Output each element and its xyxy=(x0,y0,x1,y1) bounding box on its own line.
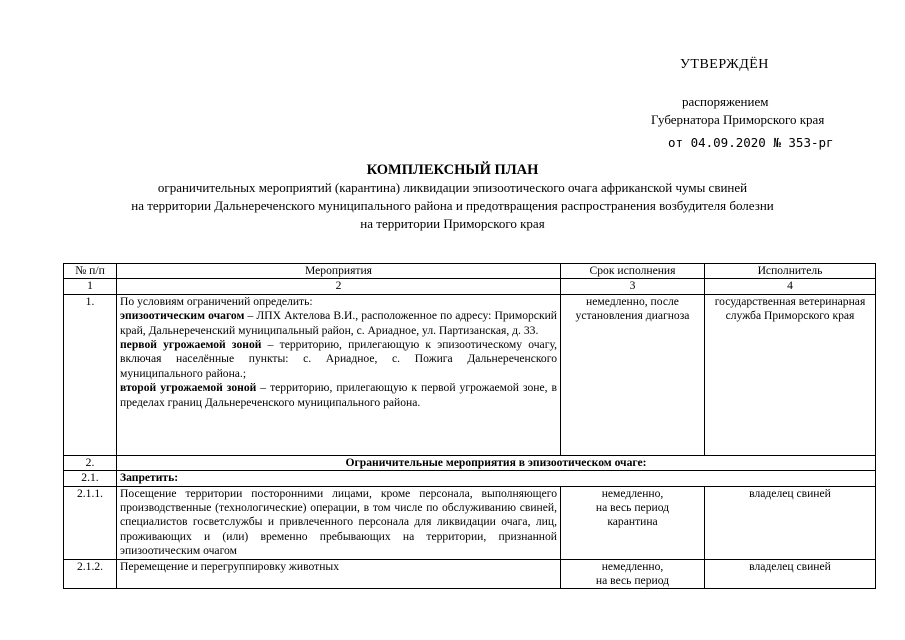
deadline-line: немедленно, xyxy=(601,486,664,500)
row-executor: владелец свиней xyxy=(705,486,876,559)
row-number: 1. xyxy=(64,294,117,455)
approved-heading: УТВЕРЖДЁН xyxy=(680,57,769,72)
table-section-row xyxy=(64,455,876,470)
subsection-title: Запретить: xyxy=(117,471,876,486)
row-deadline xyxy=(561,486,705,559)
column-number: 2 xyxy=(117,279,561,294)
deadline-line: на весь период xyxy=(595,574,670,588)
row-number: 2. xyxy=(64,455,117,470)
table-row xyxy=(64,559,876,589)
header-executor: Исполнитель xyxy=(705,264,876,279)
row-number: 2.1. xyxy=(64,471,117,486)
row-number: 2.1.2. xyxy=(64,559,117,589)
zone2-text: – территорию, прилегающую к первой угрожаемой зоне, в пределах границ Дальнереченского муниципального района. xyxy=(120,381,557,409)
column-number-row xyxy=(64,279,876,294)
header-measures: Мероприятия xyxy=(117,264,561,279)
row-measure xyxy=(117,294,561,455)
table-row xyxy=(64,294,876,455)
row-deadline: немедленно, после установления диагноза xyxy=(561,294,705,455)
row-number: 2.1.1. xyxy=(64,486,117,559)
section-title: Ограничительные мероприятия в эпизоотическом очаге: xyxy=(117,455,876,470)
zone1-term: первой угрожаемой зоной xyxy=(120,338,262,352)
order-number: от 04.09.2020 № 353-рг xyxy=(668,135,834,150)
table-subsection-row xyxy=(64,471,876,486)
measure-zone-2 xyxy=(120,381,557,410)
row-executor: владелец свиней xyxy=(705,559,876,589)
table-row xyxy=(64,486,876,559)
focus-text: – ЛПХ Актелова В.И., расположенное по адресу: Приморский край, Дальнереченский муниципальный район, с. Ариадное, ул. Партизанская, д. 33. xyxy=(120,309,557,337)
zone1-text: – территорию, прилегающую к эпизоотическому очагу, включая населённые пункты: с. Ариадное, с. Пожига Дальнереченского муниципального района.; xyxy=(120,338,557,380)
deadline-line: карантина xyxy=(607,515,658,529)
row-measure: Посещение территории посторонними лицами, кроме персонала, выполняющего производственные (технологические) операции, в том числе по обслуживанию свиней, специалистов госветслужбы и привлеченного персонала для ликвидации очага, лиц, проживающих и (или) временно пребывающих на территории, признанной эпизоотическим очагом xyxy=(117,486,561,559)
row-executor: государственная ветеринарная служба Приморского края xyxy=(705,294,876,455)
deadline-line: немедленно, xyxy=(601,559,664,573)
subtitle-line-2: на территории Дальнереченского муниципального района и предотвращения распространения возбудителя болезни xyxy=(131,198,774,213)
subtitle-line-1: ограничительных мероприятий (карантина) ликвидации эпизоотического очага африканской чумы свиней xyxy=(157,180,748,195)
measure-focus xyxy=(120,309,557,338)
header-deadline: Срок исполнения xyxy=(561,264,705,279)
deadline-line: на весь период xyxy=(595,501,670,515)
column-number: 4 xyxy=(705,279,876,294)
row-deadline xyxy=(561,559,705,589)
order-line-1: распоряжением xyxy=(682,94,769,109)
header-number: № п/п xyxy=(64,264,117,279)
focus-term: эпизоотическим очагом xyxy=(120,309,245,323)
document-title: КОМПЛЕКСНЫЙ ПЛАН xyxy=(366,162,539,178)
subtitle-line-3: на территории Приморского края xyxy=(360,216,545,231)
column-number: 3 xyxy=(561,279,705,294)
plan-table xyxy=(63,263,876,589)
table-header-row xyxy=(64,264,876,279)
measure-intro: По условиям ограничений определить: xyxy=(120,294,313,308)
zone2-term: второй угрожаемой зоной xyxy=(120,381,257,395)
column-number: 1 xyxy=(64,279,117,294)
order-line-2: Губернатора Приморского края xyxy=(651,112,825,127)
row-measure: Перемещение и перегруппировку животных xyxy=(117,559,561,589)
measure-zone-1 xyxy=(120,338,557,381)
